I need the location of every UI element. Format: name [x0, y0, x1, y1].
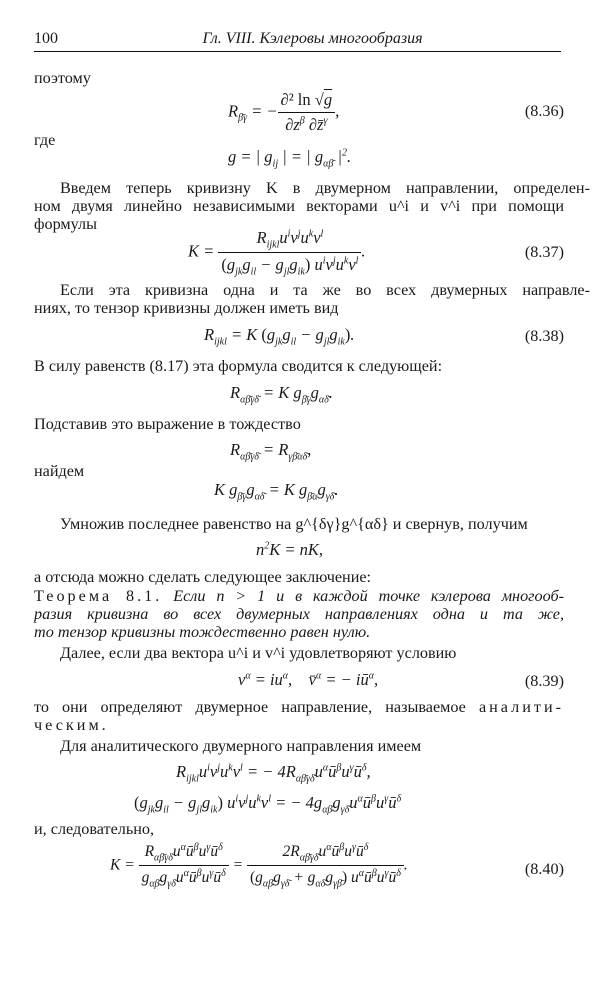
equation-number: (8.37) [524, 243, 564, 261]
text-line [34, 698, 564, 716]
equation-identity: $R_{\alpha\betā\gamma\deltā} = R_{\gamma\betā\alpha\deltā}$, [230, 440, 312, 463]
theorem-label: Теорема 8.1. [34, 587, 163, 605]
equation-number: (8.39) [524, 672, 564, 690]
text-line: найдем [34, 462, 85, 480]
text-line: а отсюда можно сделать следующее заключение: [34, 568, 372, 586]
equation-nK: $n^2K$ = nK, [256, 540, 324, 559]
equation-8-37: K = $\frac{R_{ijkl}u^iv^ju^kv^l}{(g_{jk}g_{il} - g_{jl}g_{ik}) u^iv^ju^kv^l}$ . [188, 228, 366, 278]
equation-8-40: K = $\frac{R_{\alpha\betā\gamma\deltā}u^\alpha ū^\beta u^\gamma ū^\delta}{g_{\alpha\betā}g_{\gamma\deltā}u^\alpha ū^\beta u^\gamma ū^\delta}$ = $\frac{2R_{\alpha\betā\gamma\deltā}u^\alpha ū^\beta u^\gamma ū^\delta}{(g_{\alpha\betā}g_{\gamma\deltā} + g_{\alpha\deltā}g_{\gamma\betā}) u^\alpha ū^\beta u^\gamma ū^\delta}$ . [110, 842, 408, 890]
text-line: ческим. [34, 716, 109, 734]
text-line: поэтому [34, 69, 91, 87]
text-line: формулы [34, 215, 98, 233]
theorem-line: разия кривизна во всех двумерных направлениях одна и та же, [34, 605, 564, 623]
theorem-line [34, 587, 564, 605]
theorem-line: то тензор кривизны тождественно равен нулю. [34, 623, 371, 641]
text-fragment: аналити- [478, 698, 564, 716]
page-number: 100 [34, 30, 58, 47]
equation-number: (8.40) [524, 860, 564, 878]
equation-analytic-2: $(g_{jk}g_{il} - g_{jl}g_{ik}) u^iv^ju^kv^l$ = − $4g_{\alpha\betā}g_{\gamma\deltā}u^\alpha ū^\beta u^\gamma ū^\delta$ [134, 793, 402, 816]
theorem-text: Если n > 1 и в каждой точке кэлерова многооб- [173, 587, 565, 605]
text-line: Введем теперь кривизну K в двумерном направлении, определен- [60, 179, 590, 197]
text-fragment: то они определяют двумерное направление, называемое [34, 698, 466, 716]
text-line: ном двумя линейно независимыми векторами u^i и v^i при помощи [34, 197, 564, 215]
equation-number: (8.36) [524, 102, 564, 120]
text-line: ниях, то тензор кривизны должен иметь вид [34, 299, 339, 317]
text-line: Если эта кривизна одна и та же во всех двумерных направле- [60, 281, 590, 299]
text-line: Далее, если два вектора u^i и v^i удовлетворяют условию [60, 644, 457, 662]
equation-number: (8.38) [524, 327, 564, 345]
equation-8-36: $R_{\betā\gamma}$ = − $\frac{\text{∂² ln √g}}{\partial z^\beta \partial z̄^\gamma}$ , [228, 90, 340, 134]
text-line: Для аналитического двумерного направления имеем [60, 737, 422, 755]
equation-8-39: $v^\alpha = iu^\alpha$, v̄$^\alpha$ = − $iū^\alpha$, [238, 670, 379, 689]
text-line: где [34, 131, 56, 149]
equation-analytic-1: $R_{ijkl}u^iv^ju^kv^l$ = − $4R_{\alpha\betā\gamma\deltā}u^\alpha ū^\beta u^\gamma ū^\delta$, [176, 762, 371, 785]
text-line: В силу равенств (8.17) эта формула сводится к следующей: [34, 357, 443, 375]
equation-found: K $g_{\betā\gamma}g_{\alpha\deltā} = K$ $g_{\betā\alpha}g_{\gamma\deltā}$. [214, 480, 339, 503]
equation-8-38: $R_{ijkl} = K$ $(g_{jk}g_{il} - g_{jl}g_{ik})$. [204, 325, 355, 348]
text-line: Подставив это выражение в тождество [34, 415, 301, 433]
equation-determinant: g = | $g_{ij}$ | = | $g_{\alpha\betā}$ $|^2$. [228, 147, 352, 170]
text-line: Умножив последнее равенство на g^{δγ}g^{αδ} и свернув, получим [60, 515, 528, 533]
running-title: Гл. VIII. Кэлеровы многообразия [202, 30, 423, 47]
equation-curvature-reduced: $R_{\alpha\betā\gamma\deltā} = K$ $g_{\betā\gamma}g_{\alpha\deltā}$. [230, 383, 333, 406]
running-header [34, 29, 561, 52]
text-line: и, следовательно, [34, 820, 155, 838]
